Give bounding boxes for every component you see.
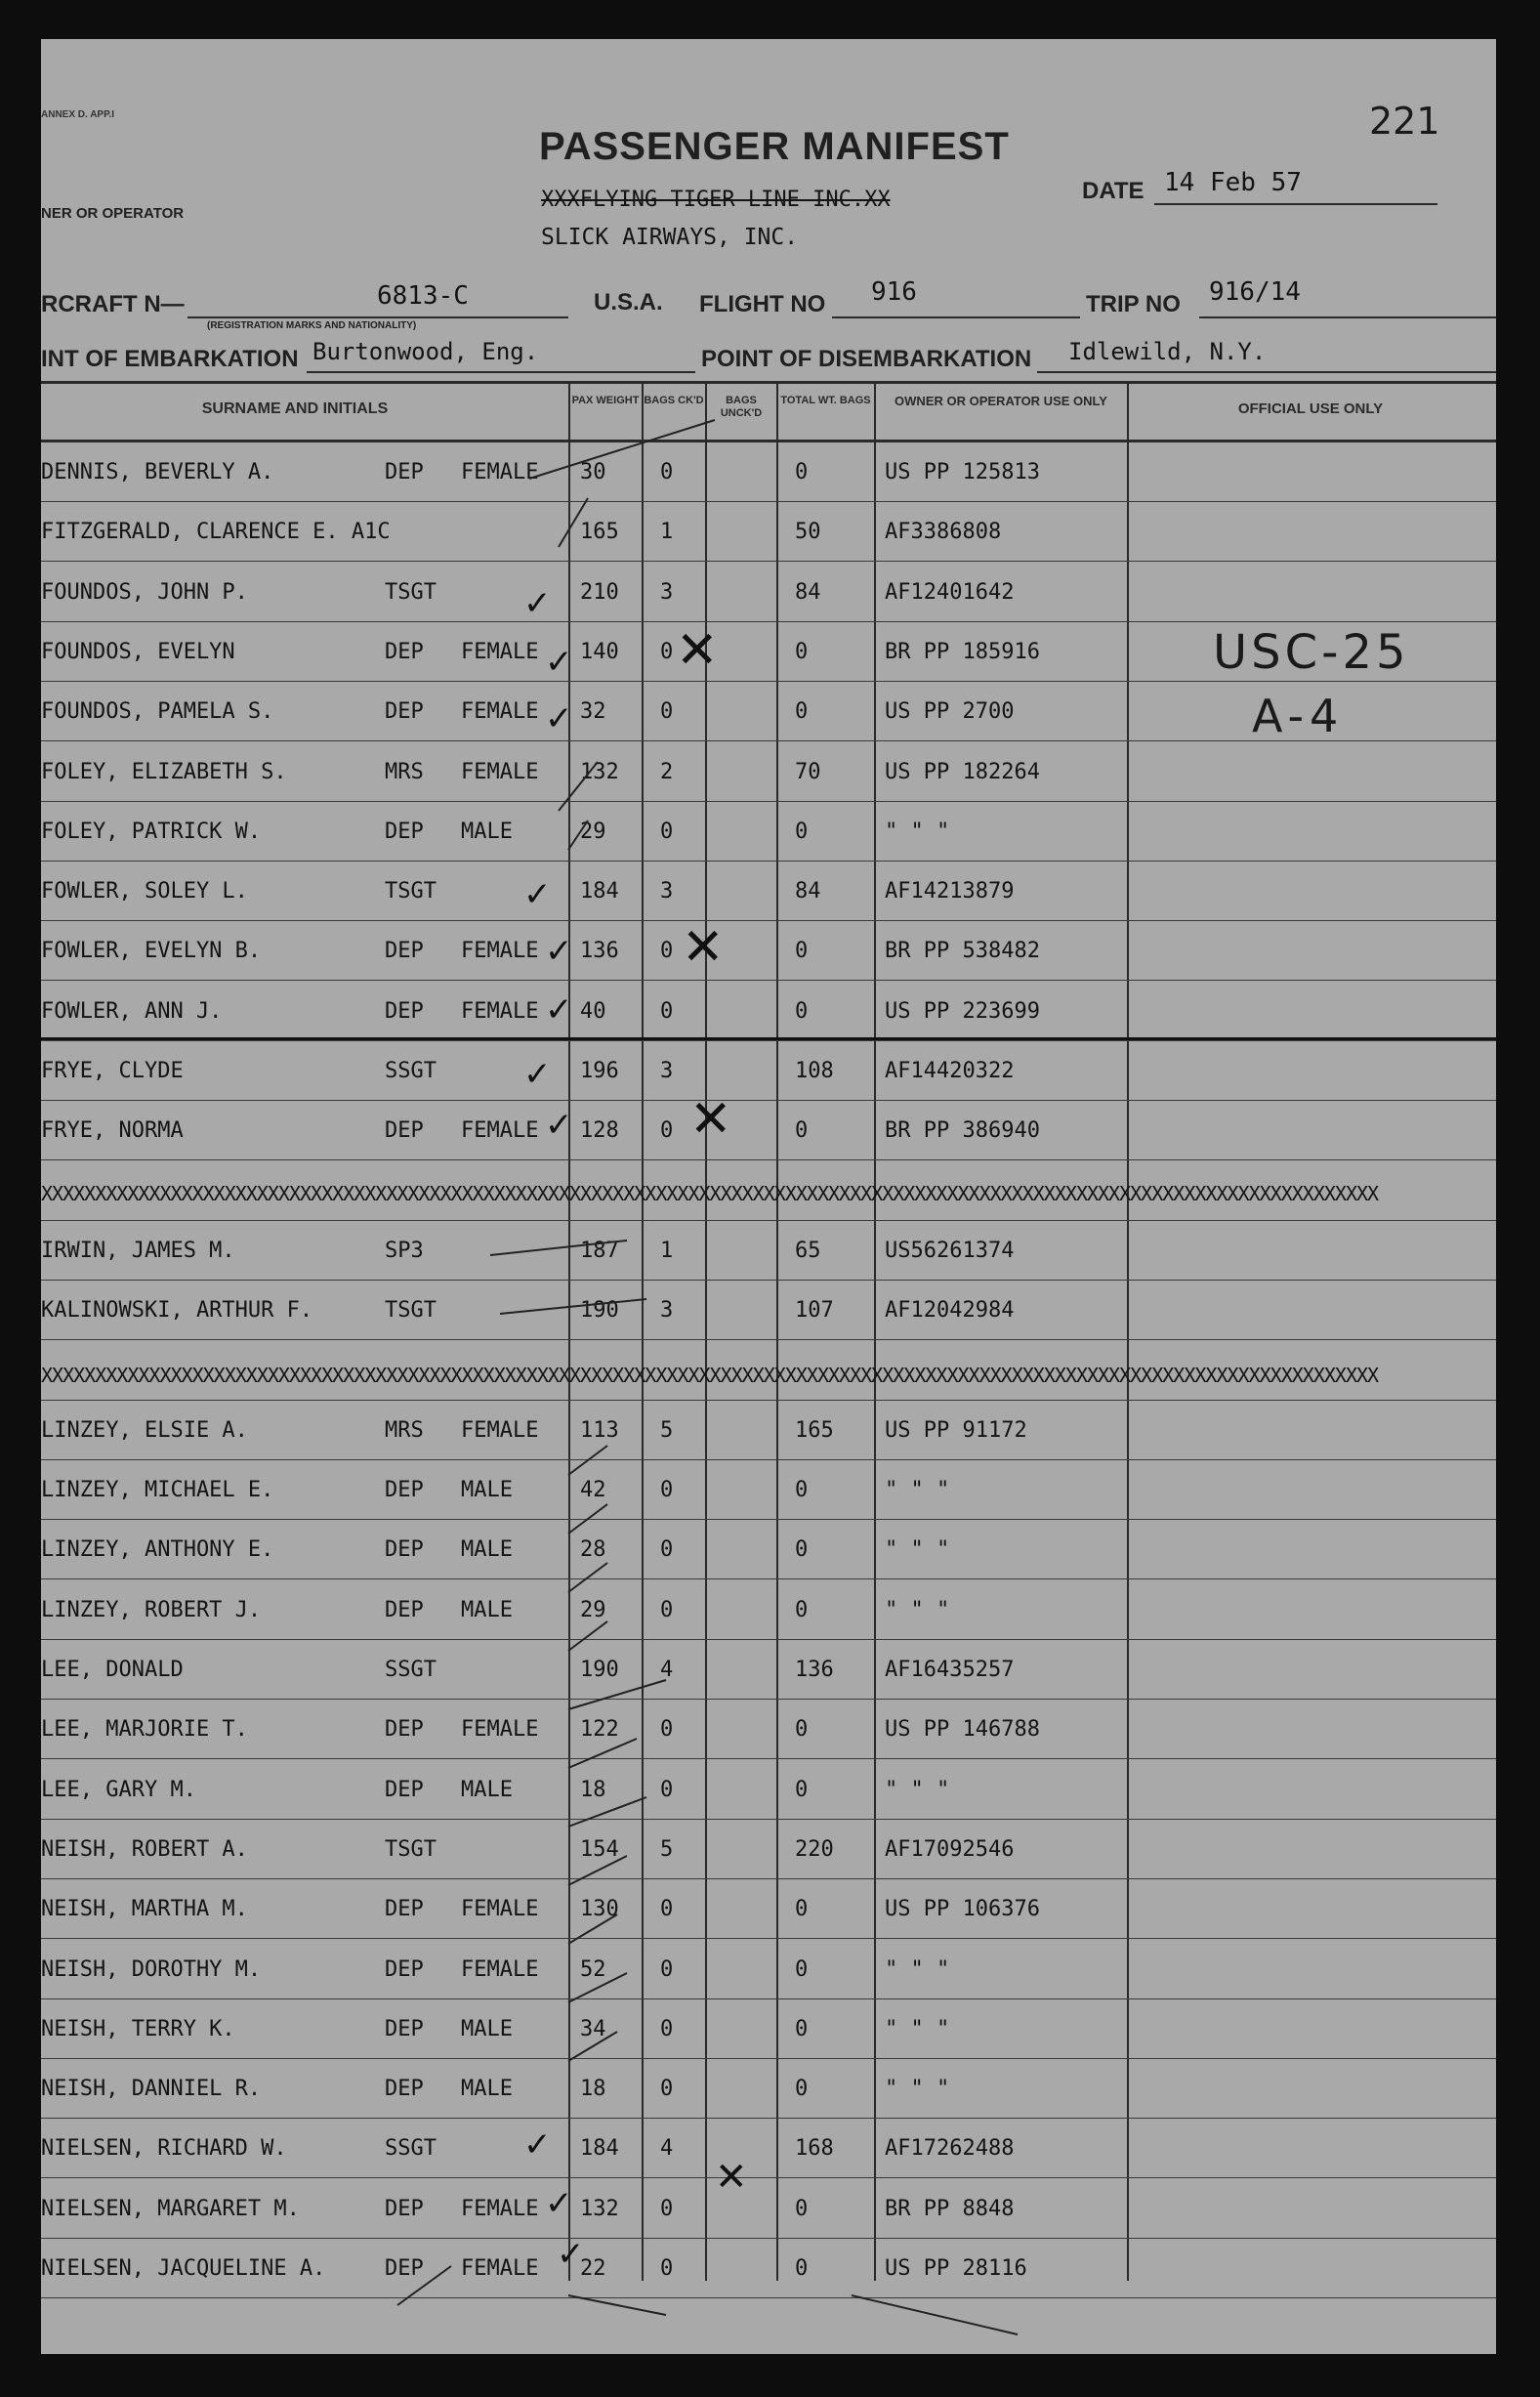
- pax-weight: 29: [580, 820, 606, 844]
- bags-checked: 3: [660, 1298, 674, 1323]
- passenger-name: KALINOWSKI, ARTHUR F.: [41, 1298, 313, 1323]
- total-bag-weight: 0: [795, 1897, 809, 1921]
- pax-weight: 29: [580, 1598, 606, 1622]
- bags-checked: 0: [660, 1478, 674, 1502]
- bags-checked: 3: [660, 580, 674, 605]
- strikeout-line: XXXXXXXXXXXXXXXXXXXXXXXXXXXXXXXXXXXXXXXXXXXXXXXXXXXXXXXXXXXXXXXXXXXXXXXXXXXXXXXXXXXXXXXXXXXXXXXXXXXXXXXXXXXXXXXXXXXXXXXXXXXX: [41, 1182, 1379, 1205]
- pax-weight: 140: [580, 640, 619, 664]
- usc-annotation: USC-25: [1213, 625, 1410, 680]
- document-number: " " ": [885, 1478, 950, 1502]
- total-bag-weight: 107: [795, 1298, 834, 1323]
- passenger-status: SSGT: [385, 1059, 437, 1083]
- aircraft-value: 6813-C: [377, 281, 469, 311]
- struck-carrier: XXXFLYING TIGER LINE INC.XX: [541, 188, 891, 212]
- passenger-name: NIELSEN, RICHARD W.: [41, 2136, 287, 2161]
- manifest-sheet: [41, 39, 1496, 2354]
- pax-weight: 18: [580, 1778, 606, 1802]
- passenger-status: DEP: [385, 2197, 424, 2221]
- passenger-sex: MALE: [461, 1537, 513, 1562]
- passenger-name: NIELSEN, JACQUELINE A.: [41, 2256, 326, 2281]
- total-bag-weight: 168: [795, 2136, 834, 2161]
- pax-weight: 187: [580, 1239, 619, 1263]
- passenger-status: TSGT: [385, 1298, 437, 1323]
- total-bag-weight: 0: [795, 1717, 809, 1742]
- pax-weight: 18: [580, 2077, 606, 2101]
- bags-checked: 0: [660, 1717, 674, 1742]
- passenger-name: FOUNDOS, JOHN P.: [41, 580, 248, 605]
- passenger-name: FOUNDOS, PAMELA S.: [41, 699, 274, 724]
- carrier-name: SLICK AIRWAYS, INC.: [541, 225, 799, 250]
- document-number: AF3386808: [885, 520, 1002, 544]
- total-bag-weight: 0: [795, 2077, 809, 2101]
- passenger-status: DEP: [385, 699, 424, 724]
- bags-checked: 0: [660, 999, 674, 1024]
- passenger-name: FOWLER, SOLEY L.: [41, 879, 248, 904]
- pax-weight: 196: [580, 1059, 619, 1083]
- total-bag-weight: 65: [795, 1239, 821, 1263]
- passenger-status: DEP: [385, 2017, 424, 2041]
- disembarkation-value: Idlewild, N.Y.: [1068, 338, 1267, 365]
- trip-label: TRIP NO: [1086, 291, 1181, 317]
- total-bag-weight: 84: [795, 879, 821, 904]
- pax-weight: 165: [580, 520, 619, 544]
- x-mark-icon: ✕: [682, 918, 725, 977]
- total-bag-weight: 165: [795, 1418, 834, 1443]
- passenger-sex: FEMALE: [461, 1957, 539, 1982]
- total-bag-weight: 0: [795, 939, 809, 963]
- strikeout-line: XXXXXXXXXXXXXXXXXXXXXXXXXXXXXXXXXXXXXXXXXXXXXXXXXXXXXXXXXXXXXXXXXXXXXXXXXXXXXXXXXXXXXXXXXXXXXXXXXXXXXXXXXXXXXXXXXXXXXXXXXXXX: [41, 1364, 1379, 1387]
- checkmark-icon: ✓: [557, 2235, 585, 2274]
- passenger-name: FOWLER, ANN J.: [41, 999, 223, 1024]
- document-number: US56261374: [885, 1239, 1015, 1263]
- pax-weight: 184: [580, 2136, 619, 2161]
- nationality: U.S.A.: [594, 289, 663, 315]
- passenger-name: NEISH, MARTHA M.: [41, 1897, 248, 1921]
- total-bag-weight: 0: [795, 2197, 809, 2221]
- document-number: US PP 182264: [885, 760, 1040, 784]
- passenger-status: DEP: [385, 2077, 424, 2101]
- embarkation-value: Burtonwood, Eng.: [312, 338, 539, 365]
- document-number: US PP 2700: [885, 699, 1015, 724]
- bags-checked: 0: [660, 1537, 674, 1562]
- document-number: " " ": [885, 2017, 950, 2041]
- passenger-sex: FEMALE: [461, 2256, 539, 2281]
- bags-checked: 3: [660, 1059, 674, 1083]
- passenger-status: DEP: [385, 1537, 424, 1562]
- pax-weight: 30: [580, 460, 606, 484]
- passenger-name: LEE, DONALD: [41, 1658, 184, 1682]
- passenger-name: NEISH, TERRY K.: [41, 2017, 235, 2041]
- date-value: 14 Feb 57: [1164, 168, 1302, 197]
- passenger-sex: MALE: [461, 2077, 513, 2101]
- passenger-sex: MALE: [461, 1478, 513, 1502]
- passenger-status: DEP: [385, 999, 424, 1024]
- pax-weight: 210: [580, 580, 619, 605]
- document-number: US PP 125813: [885, 460, 1040, 484]
- bags-checked: 0: [660, 1957, 674, 1982]
- passenger-sex: FEMALE: [461, 699, 539, 724]
- total-bag-weight: 0: [795, 640, 809, 664]
- passenger-status: DEP: [385, 1598, 424, 1622]
- total-bag-weight: 220: [795, 1837, 834, 1862]
- passenger-name: FOLEY, ELIZABETH S.: [41, 760, 287, 784]
- annex-label: ANNEX D. APP.I: [41, 109, 115, 120]
- pax-weight: 190: [580, 1298, 619, 1323]
- pax-weight: 40: [580, 999, 606, 1024]
- checkmark-icon: ✓: [523, 2125, 552, 2165]
- pax-weight: 128: [580, 1118, 619, 1143]
- passenger-name: NEISH, DANNIEL R.: [41, 2077, 262, 2101]
- passenger-name: LEE, MARJORIE T.: [41, 1717, 248, 1742]
- passenger-status: DEP: [385, 1478, 424, 1502]
- flight-label: FLIGHT NO: [699, 291, 826, 317]
- checkmark-icon: ✓: [545, 2184, 573, 2223]
- document-number: BR PP 8848: [885, 2197, 1015, 2221]
- a4-annotation: A-4: [1252, 690, 1345, 742]
- document-number: BR PP 538482: [885, 939, 1040, 963]
- passenger-name: LINZEY, ROBERT J.: [41, 1598, 262, 1622]
- bags-checked: 0: [660, 640, 674, 664]
- total-bag-weight: 0: [795, 460, 809, 484]
- col-header-bags-unckd: BAGS UNCK'D: [720, 395, 763, 419]
- passenger-name: FOUNDOS, EVELYN: [41, 640, 235, 664]
- bags-checked: 0: [660, 939, 674, 963]
- bags-checked: 5: [660, 1837, 674, 1862]
- document-number: AF16435257: [885, 1658, 1015, 1682]
- passenger-status: SP3: [385, 1239, 424, 1263]
- pax-weight: 154: [580, 1837, 619, 1862]
- passenger-sex: FEMALE: [461, 999, 539, 1024]
- pax-weight: 113: [580, 1418, 619, 1443]
- passenger-sex: FEMALE: [461, 1717, 539, 1742]
- page-number: 221: [1369, 100, 1440, 143]
- bags-checked: 0: [660, 2197, 674, 2221]
- trip-value: 916/14: [1209, 277, 1301, 307]
- passenger-sex: FEMALE: [461, 640, 539, 664]
- checkmark-icon: ✓: [545, 643, 573, 682]
- bags-checked: 1: [660, 520, 674, 544]
- col-header-name: SURNAME AND INITIALS: [201, 400, 389, 417]
- passenger-status: DEP: [385, 1957, 424, 1982]
- passenger-status: DEP: [385, 2256, 424, 2281]
- passenger-status: DEP: [385, 1897, 424, 1921]
- checkmark-icon: ✓: [523, 875, 552, 914]
- bags-checked: 2: [660, 760, 674, 784]
- bags-checked: 0: [660, 1778, 674, 1802]
- document-number: " " ": [885, 1598, 950, 1622]
- col-header-owner-use: OWNER OR OPERATOR USE ONLY: [895, 394, 1107, 408]
- bags-checked: 0: [660, 1118, 674, 1143]
- total-bag-weight: 0: [795, 2017, 809, 2041]
- pax-weight: 132: [580, 2197, 619, 2221]
- passenger-sex: FEMALE: [461, 760, 539, 784]
- passenger-sex: MALE: [461, 820, 513, 844]
- bags-checked: 1: [660, 1239, 674, 1263]
- passenger-name: LINZEY, MICHAEL E.: [41, 1478, 274, 1502]
- embarkation-label: INT OF EMBARKATION: [41, 346, 299, 372]
- document-number: BR PP 386940: [885, 1118, 1040, 1143]
- passenger-sex: MALE: [461, 2017, 513, 2041]
- bags-checked: 0: [660, 820, 674, 844]
- disembarkation-label: POINT OF DISEMBARKATION: [701, 346, 1032, 372]
- total-bag-weight: 108: [795, 1059, 834, 1083]
- x-mark-icon: ✕: [715, 2155, 748, 2200]
- total-bag-weight: 136: [795, 1658, 834, 1682]
- passenger-status: DEP: [385, 1778, 424, 1802]
- passenger-name: IRWIN, JAMES M.: [41, 1239, 235, 1263]
- passenger-sex: FEMALE: [461, 1418, 539, 1443]
- total-bag-weight: 0: [795, 699, 809, 724]
- pax-weight: 136: [580, 939, 619, 963]
- registration-note: (REGISTRATION MARKS AND NATIONALITY): [207, 320, 417, 331]
- bags-checked: 0: [660, 2017, 674, 2041]
- passenger-status: SSGT: [385, 2136, 437, 2161]
- passenger-status: DEP: [385, 640, 424, 664]
- passenger-name: NEISH, DOROTHY M.: [41, 1957, 262, 1982]
- passenger-status: TSGT: [385, 1837, 437, 1862]
- document-number: US PP 28116: [885, 2256, 1027, 2281]
- passenger-status: DEP: [385, 939, 424, 963]
- bags-checked: 5: [660, 1418, 674, 1443]
- bags-checked: 4: [660, 2136, 674, 2161]
- passenger-name: FITZGERALD, CLARENCE E. A1C: [41, 520, 391, 544]
- passenger-name: LEE, GARY M.: [41, 1778, 196, 1802]
- flight-value: 916: [871, 277, 917, 307]
- pax-weight: 22: [580, 2256, 606, 2281]
- passenger-status: DEP: [385, 1717, 424, 1742]
- col-header-official-use: OFFICIAL USE ONLY: [1237, 400, 1384, 417]
- document-number: " " ": [885, 1957, 950, 1982]
- total-bag-weight: 0: [795, 999, 809, 1024]
- passenger-status: TSGT: [385, 879, 437, 904]
- passenger-name: FRYE, CLYDE: [41, 1059, 184, 1083]
- pax-weight: 32: [580, 699, 606, 724]
- bags-checked: 0: [660, 1598, 674, 1622]
- pax-weight: 52: [580, 1957, 606, 1982]
- passenger-status: DEP: [385, 820, 424, 844]
- col-header-total-wt: TOTAL WT. BAGS: [780, 395, 871, 406]
- pax-weight: 130: [580, 1897, 619, 1921]
- passenger-sex: MALE: [461, 1598, 513, 1622]
- pax-weight: 122: [580, 1717, 619, 1742]
- x-mark-icon: ✕: [676, 621, 719, 680]
- bags-checked: 4: [660, 1658, 674, 1682]
- aircraft-label: RCRAFT N—: [41, 291, 185, 317]
- x-mark-icon: ✕: [689, 1090, 732, 1149]
- checkmark-icon: ✓: [545, 1106, 573, 1145]
- total-bag-weight: 0: [795, 1778, 809, 1802]
- pax-weight: 184: [580, 879, 619, 904]
- document-number: " " ": [885, 1778, 950, 1802]
- document-number: AF12042984: [885, 1298, 1015, 1323]
- passenger-sex: FEMALE: [461, 2197, 539, 2221]
- bags-checked: 0: [660, 699, 674, 724]
- pax-weight: 42: [580, 1478, 606, 1502]
- date-label: DATE: [1082, 178, 1145, 204]
- document-number: AF12401642: [885, 580, 1015, 605]
- passenger-name: DENNIS, BEVERLY A.: [41, 460, 274, 484]
- document-number: " " ": [885, 2077, 950, 2101]
- document-number: AF14213879: [885, 879, 1015, 904]
- passenger-sex: FEMALE: [461, 939, 539, 963]
- document-number: US PP 223699: [885, 999, 1040, 1024]
- bags-checked: 3: [660, 879, 674, 904]
- owner-operator-label: NER OR OPERATOR: [41, 205, 185, 222]
- passenger-name: FRYE, NORMA: [41, 1118, 184, 1143]
- total-bag-weight: 50: [795, 520, 821, 544]
- total-bag-weight: 0: [795, 2256, 809, 2281]
- checkmark-icon: ✓: [523, 584, 552, 623]
- checkmark-icon: ✓: [545, 699, 573, 738]
- passenger-status: SSGT: [385, 1658, 437, 1682]
- total-bag-weight: 0: [795, 1118, 809, 1143]
- document-number: US PP 146788: [885, 1717, 1040, 1742]
- passenger-name: LINZEY, ANTHONY E.: [41, 1537, 274, 1562]
- bags-checked: 0: [660, 2256, 674, 2281]
- passenger-name: NEISH, ROBERT A.: [41, 1837, 248, 1862]
- pax-weight: 28: [580, 1537, 606, 1562]
- passenger-status: TSGT: [385, 580, 437, 605]
- passenger-sex: MALE: [461, 1778, 513, 1802]
- total-bag-weight: 0: [795, 1537, 809, 1562]
- passenger-sex: FEMALE: [461, 1897, 539, 1921]
- pencil-strokes: [41, 39, 1496, 2354]
- total-bag-weight: 0: [795, 1598, 809, 1622]
- document-number: BR PP 185916: [885, 640, 1040, 664]
- passenger-status: DEP: [385, 1118, 424, 1143]
- passenger-name: LINZEY, ELSIE A.: [41, 1418, 248, 1443]
- passenger-sex: FEMALE: [461, 460, 539, 484]
- document-number: AF17262488: [885, 2136, 1015, 2161]
- pax-weight: 190: [580, 1658, 619, 1682]
- passenger-name: FOWLER, EVELYN B.: [41, 939, 262, 963]
- passenger-name: NIELSEN, MARGARET M.: [41, 2197, 300, 2221]
- passenger-status: MRS: [385, 760, 424, 784]
- bags-checked: 0: [660, 460, 674, 484]
- passenger-name: FOLEY, PATRICK W.: [41, 820, 262, 844]
- total-bag-weight: 84: [795, 580, 821, 605]
- pax-weight: 34: [580, 2017, 606, 2041]
- passenger-sex: FEMALE: [461, 1118, 539, 1143]
- checkmark-icon: ✓: [545, 990, 573, 1030]
- document-number: US PP 91172: [885, 1418, 1027, 1443]
- document-number: " " ": [885, 1537, 950, 1562]
- total-bag-weight: 0: [795, 820, 809, 844]
- page-title: PASSENGER MANIFEST: [539, 125, 1010, 168]
- document-number: US PP 106376: [885, 1897, 1040, 1921]
- document-number: AF17092546: [885, 1837, 1015, 1862]
- col-header-pax-weight: PAX WEIGHT: [571, 395, 640, 406]
- col-header-bags-ckd: BAGS CK'D: [644, 395, 704, 406]
- total-bag-weight: 0: [795, 1957, 809, 1982]
- total-bag-weight: 0: [795, 1478, 809, 1502]
- checkmark-icon: ✓: [523, 1055, 552, 1094]
- total-bag-weight: 70: [795, 760, 821, 784]
- document-number: " " ": [885, 820, 950, 844]
- checkmark-icon: ✓: [545, 932, 573, 971]
- bags-checked: 0: [660, 1897, 674, 1921]
- document-number: AF14420322: [885, 1059, 1015, 1083]
- passenger-status: DEP: [385, 460, 424, 484]
- passenger-status: MRS: [385, 1418, 424, 1443]
- bags-checked: 0: [660, 2077, 674, 2101]
- pax-weight: 132: [580, 760, 619, 784]
